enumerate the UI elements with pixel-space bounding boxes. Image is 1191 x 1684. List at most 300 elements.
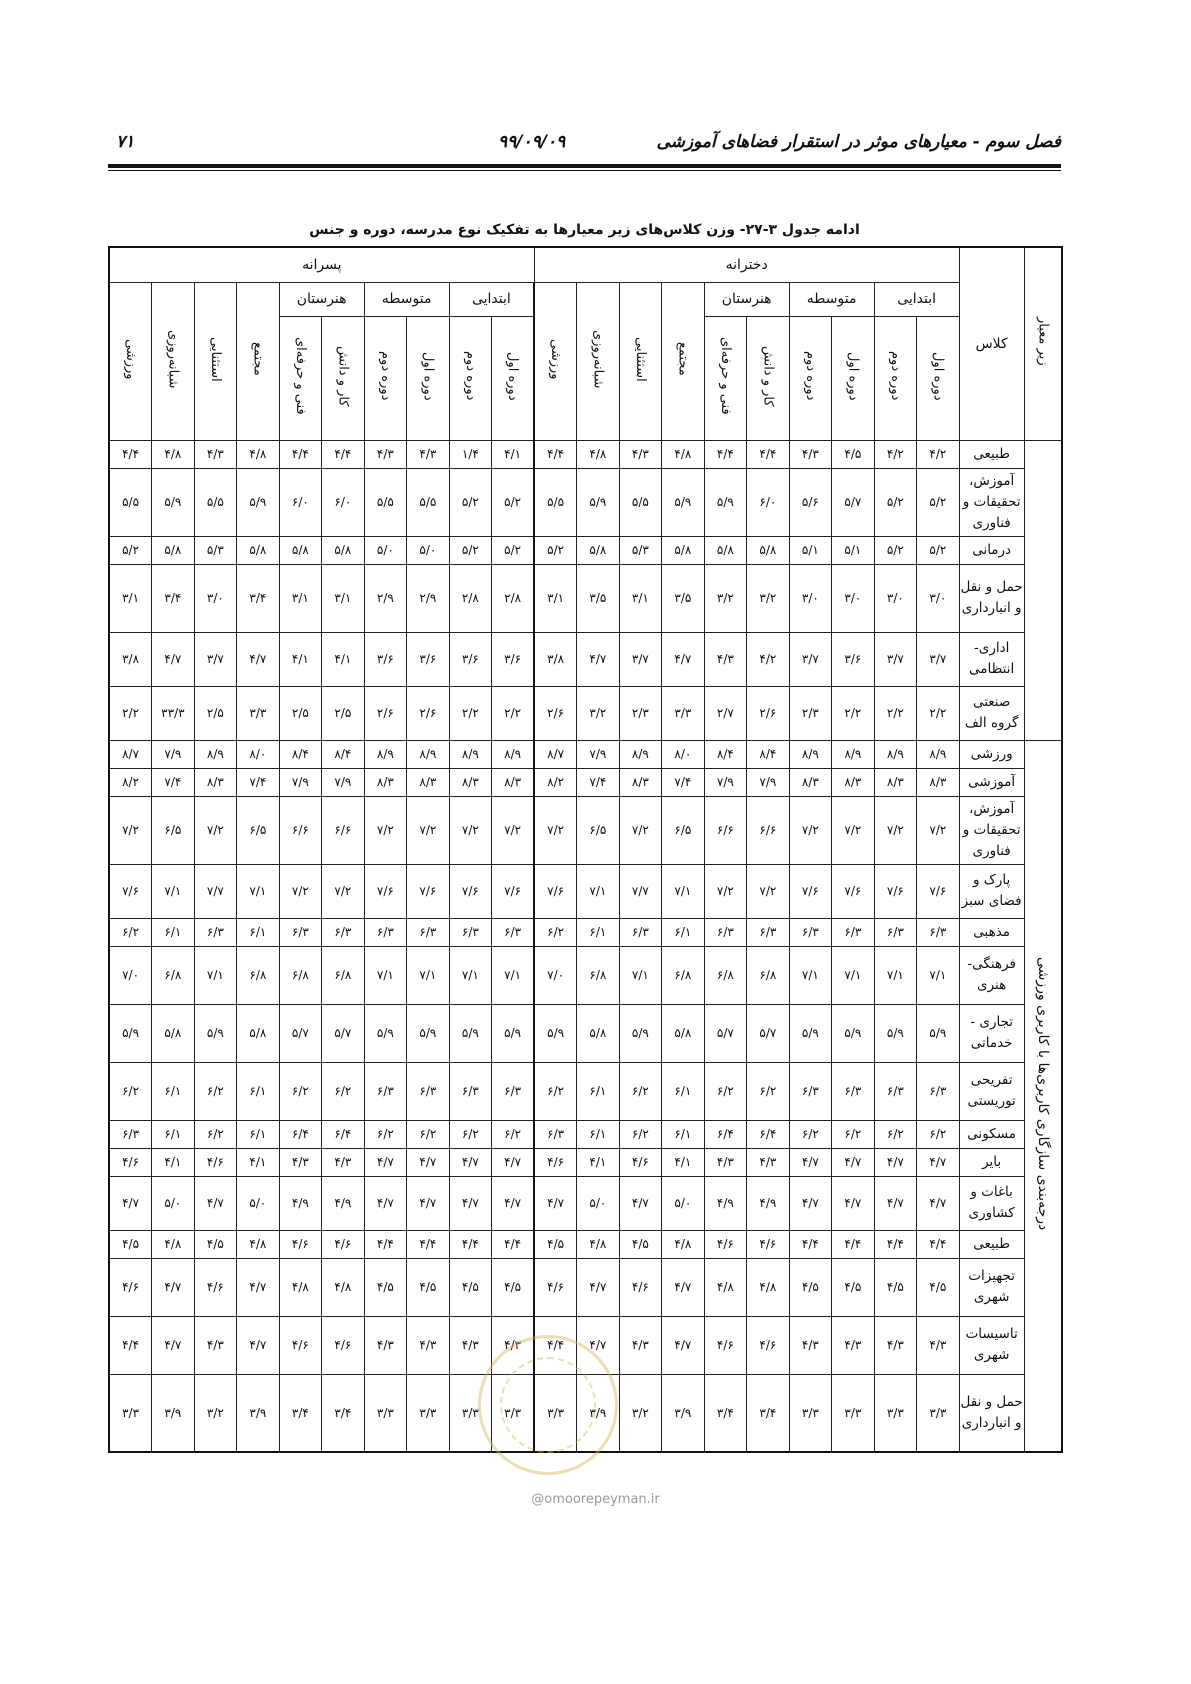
girls-value-cell: ۶/۳ [619,918,662,946]
girls-value-cell: ۶/۱ [577,1062,620,1120]
girls-value-cell: ۴/۶ [747,1316,790,1374]
girls-value-cell: ۴/۵ [874,1258,917,1316]
girls-value-cell: ۶/۴ [704,1120,747,1148]
boys-value-cell: ۸/۳ [492,768,535,796]
boys-value-cell: ۴/۳ [194,440,237,468]
girls-value-cell: ۴/۶ [619,1148,662,1176]
girls-value-cell: ۸/۴ [704,740,747,768]
girls-value-cell: ۷/۱ [917,946,960,1004]
table-row [109,1258,1062,1316]
girls-value-cell: ۷/۴ [662,768,705,796]
girls-value-cell: ۷/۹ [577,740,620,768]
girls-value-cell: ۶/۵ [662,796,705,864]
table-row [109,796,1062,864]
boys-value-cell: ۴/۶ [194,1148,237,1176]
boys-value-cell: ۷/۲ [407,796,450,864]
column-header: استثنایی [619,282,662,440]
boys-value-cell: ۳/۱ [279,564,322,632]
boys-value-cell: ۶/۱ [237,918,280,946]
girls-value-cell: ۷/۱ [577,864,620,918]
class-label: آموزش، تحقیقات و فناوری [959,796,1024,864]
boys-value-cell: ۴/۷ [492,1176,535,1230]
girls-value-cell: ۳/۲ [704,564,747,632]
girls-value-cell: ۴/۹ [747,1176,790,1230]
girls-value-cell: ۷/۶ [874,864,917,918]
girls-value-cell: ۵/۲ [534,536,577,564]
girls-value-cell: ۲/۲ [874,686,917,740]
girls-value-cell: ۵/۹ [789,1004,832,1062]
boys-value-cell: ۴/۷ [407,1176,450,1230]
boys-value-cell: ۶/۳ [407,1062,450,1120]
boys-value-cell: ۴/۶ [322,1316,365,1374]
girls-value-cell: ۵/۹ [874,1004,917,1062]
boys-value-cell: ۴/۸ [279,1258,322,1316]
boys-value-cell: ۵/۹ [449,1004,492,1062]
class-label: بایر [959,1148,1024,1176]
girls-value-cell: ۸/۹ [619,740,662,768]
girls-value-cell: ۸/۳ [917,768,960,796]
girls-value-cell: ۶/۲ [534,918,577,946]
girls-value-cell: ۴/۱ [577,1148,620,1176]
girls-value-cell: ۷/۱ [832,946,875,1004]
boys-value-cell: ۵/۲ [109,536,152,564]
table-row [109,686,1062,740]
boys-value-cell: ۲/۶ [364,686,407,740]
boys-value-cell: ۲/۸ [449,564,492,632]
girls-value-cell: ۶/۶ [747,796,790,864]
boys-value-cell: ۸/۳ [364,768,407,796]
girls-value-cell: ۷/۱ [789,946,832,1004]
boys-value-cell: ۶/۴ [279,1120,322,1148]
table-row [109,1148,1062,1176]
class-header: کلاس [959,247,1024,440]
girls-value-cell: ۴/۴ [534,1316,577,1374]
boys-value-cell: ۶/۲ [492,1120,535,1148]
boys-value-cell: ۳/۰ [194,564,237,632]
boys-value-cell: ۸/۴ [279,740,322,768]
girls-value-cell: ۶/۱ [662,1062,705,1120]
girls-value-cell: ۴/۴ [534,440,577,468]
boys-value-cell: ۴/۳ [364,440,407,468]
level-header: هنرستان [279,282,364,316]
girls-value-cell: ۴/۴ [704,440,747,468]
boys-value-cell: ۴/۷ [152,1316,195,1374]
girls-value-cell: ۴/۷ [832,1148,875,1176]
boys-value-cell: ۶/۱ [152,918,195,946]
girls-value-cell: ۵/۷ [747,1004,790,1062]
girls-value-cell: ۴/۳ [789,1316,832,1374]
table-row [109,1316,1062,1374]
girls-value-cell: ۳/۷ [789,632,832,686]
boys-value-cell: ۶/۱ [152,1120,195,1148]
boys-value-cell: ۴/۴ [322,440,365,468]
boys-value-cell: ۳/۳ [109,1374,152,1452]
boys-value-cell: ۶/۲ [407,1120,450,1148]
girls-value-cell: ۲/۳ [619,686,662,740]
boys-value-cell: ۶/۲ [194,1062,237,1120]
girls-value-cell: ۳/۰ [874,564,917,632]
girls-value-cell: ۴/۵ [619,1230,662,1258]
boys-value-cell: ۴/۷ [449,1176,492,1230]
class-label: تجهیزات شهری [959,1258,1024,1316]
girls-value-cell: ۳/۷ [619,632,662,686]
girls-value-cell: ۵/۵ [619,468,662,536]
boys-value-cell: ۴/۵ [194,1230,237,1258]
boys-value-cell: ۶/۳ [449,1062,492,1120]
boys-value-cell: ۵/۷ [322,1004,365,1062]
girls-value-cell: ۸/۳ [874,768,917,796]
girls-value-cell: ۵/۸ [747,536,790,564]
boys-value-cell: ۴/۳ [449,1316,492,1374]
girls-value-cell: ۶/۸ [747,946,790,1004]
boys-value-cell: ۸/۷ [109,740,152,768]
girls-header: دخترانه [534,247,959,282]
girls-value-cell: ۶/۳ [789,1062,832,1120]
boys-value-cell: ۴/۷ [407,1148,450,1176]
boys-value-cell: ۴/۷ [364,1176,407,1230]
girls-value-cell: ۵/۵ [534,468,577,536]
boys-value-cell: ۷/۹ [322,768,365,796]
boys-value-cell: ۴/۷ [364,1148,407,1176]
girls-value-cell: ۴/۶ [534,1258,577,1316]
boys-value-cell: ۴/۴ [407,1230,450,1258]
boys-value-cell: ۶/۳ [364,1062,407,1120]
girls-value-cell: ۵/۲ [874,536,917,564]
column-header: ورزشی [534,282,577,440]
girls-value-cell: ۴/۴ [789,1230,832,1258]
column-header: شبانه‌روزی [577,282,620,440]
table-caption: ادامه جدول ۳-۲۷- وزن کلاس‌های زیر معیارها به تفکیک نوع مدرسه، دوره و جنس [309,222,860,238]
boys-value-cell: ۵/۵ [364,468,407,536]
boys-value-cell: ۸/۳ [407,768,450,796]
class-label: صنعتی گروه الف [959,686,1024,740]
boys-value-cell: ۴/۷ [152,632,195,686]
girls-value-cell: ۲/۲ [917,686,960,740]
boys-value-cell: ۳/۴ [152,564,195,632]
girls-value-cell: ۳/۰ [832,564,875,632]
column-header: دوره دوم [364,316,407,440]
girls-value-cell: ۸/۹ [917,740,960,768]
boys-value-cell: ۷/۲ [364,796,407,864]
boys-value-cell: ۲/۵ [194,686,237,740]
boys-value-cell: ۸/۹ [492,740,535,768]
girls-value-cell: ۷/۴ [577,768,620,796]
boys-value-cell: ۴/۸ [152,1230,195,1258]
girls-value-cell: ۷/۲ [832,796,875,864]
column-header: دوره دوم [449,316,492,440]
girls-value-cell: ۴/۵ [917,1258,960,1316]
boys-value-cell: ۴/۴ [279,440,322,468]
boys-value-cell: ۴/۱ [152,1148,195,1176]
girls-value-cell: ۶/۳ [832,918,875,946]
girls-value-cell: ۶/۲ [789,1120,832,1148]
criteria-cell-2: درجه‌بندی سازگاری کاربری‌ها با کاربری ورزشی [1024,740,1062,1452]
criteria-cell-1 [1024,440,1062,740]
girls-value-cell: ۵/۸ [662,536,705,564]
column-header: شبانه‌روزی [152,282,195,440]
boys-value-cell: ۶/۲ [449,1120,492,1148]
boys-value-cell: ۴/۷ [152,1258,195,1316]
girls-value-cell: ۸/۴ [747,740,790,768]
boys-value-cell: ۳/۷ [194,632,237,686]
girls-value-cell: ۴/۵ [789,1258,832,1316]
girls-value-cell: ۳/۲ [619,1374,662,1452]
girls-value-cell: ۷/۲ [874,796,917,864]
boys-value-cell: ۶/۱ [237,1062,280,1120]
boys-value-cell: ۶/۸ [279,946,322,1004]
girls-value-cell: ۳/۱ [619,564,662,632]
boys-value-cell: ۴/۵ [109,1230,152,1258]
girls-value-cell: ۴/۷ [789,1148,832,1176]
boys-value-cell: ۴/۳ [279,1148,322,1176]
girls-value-cell: ۳/۵ [577,564,620,632]
girls-value-cell: ۷/۲ [704,864,747,918]
girls-value-cell: ۴/۷ [662,1316,705,1374]
girls-value-cell: ۶/۱ [577,918,620,946]
boys-value-cell: ۱/۴ [449,440,492,468]
boys-value-cell: ۴/۴ [449,1230,492,1258]
girls-value-cell: ۴/۲ [874,440,917,468]
table-row [109,918,1062,946]
boys-value-cell: ۷/۶ [449,864,492,918]
boys-value-cell: ۴/۷ [237,632,280,686]
girls-value-cell: ۳/۰ [789,564,832,632]
girls-value-cell: ۳/۳ [917,1374,960,1452]
boys-value-cell: ۷/۶ [109,864,152,918]
boys-value-cell: ۷/۶ [492,864,535,918]
girls-value-cell: ۴/۸ [577,440,620,468]
girls-value-cell: ۴/۳ [704,632,747,686]
girls-value-cell: ۸/۳ [619,768,662,796]
boys-value-cell: ۳/۳ [492,1374,535,1452]
column-header: دوره اول [917,316,960,440]
girls-value-cell: ۶/۰ [747,468,790,536]
boys-value-cell: ۵/۸ [237,1004,280,1062]
girls-value-cell: ۵/۹ [917,1004,960,1062]
girls-value-cell: ۴/۷ [917,1148,960,1176]
boys-value-cell: ۵/۹ [152,468,195,536]
class-label: طبیعی [959,440,1024,468]
girls-value-cell: ۵/۹ [534,1004,577,1062]
girls-value-cell: ۳/۱ [534,564,577,632]
girls-value-cell: ۴/۴ [917,1230,960,1258]
boys-value-cell: ۲/۲ [449,686,492,740]
boys-value-cell: ۴/۴ [109,1316,152,1374]
boys-value-cell: ۷/۱ [364,946,407,1004]
table-row [109,440,1062,468]
girls-value-cell: ۵/۸ [704,536,747,564]
boys-value-cell: ۶/۸ [237,946,280,1004]
girls-value-cell: ۴/۳ [747,1148,790,1176]
header-date: ۹۹/۰۹/۰۹ [498,132,566,152]
girls-value-cell: ۴/۶ [534,1148,577,1176]
girls-value-cell: ۴/۴ [874,1230,917,1258]
girls-value-cell: ۵/۹ [704,468,747,536]
boys-value-cell: ۷/۲ [322,864,365,918]
boys-value-cell: ۷/۴ [237,768,280,796]
boys-value-cell: ۳/۱ [322,564,365,632]
girls-value-cell: ۵/۸ [662,1004,705,1062]
boys-value-cell: ۶/۰ [322,468,365,536]
boys-value-cell: ۵/۹ [492,1004,535,1062]
boys-value-cell: ۴/۸ [237,1230,280,1258]
column-header: فنی و حرفه‌ای [279,316,322,440]
boys-value-cell: ۶/۲ [194,1120,237,1148]
header-rule-thin [108,170,1061,171]
girls-value-cell: ۵/۸ [577,1004,620,1062]
girls-value-cell: ۳/۷ [917,632,960,686]
boys-value-cell: ۲/۵ [279,686,322,740]
class-label: باغات و کشاوری [959,1176,1024,1230]
girls-value-cell: ۴/۸ [577,1230,620,1258]
girls-value-cell: ۴/۷ [662,632,705,686]
girls-value-cell: ۳/۲ [747,564,790,632]
girls-value-cell: ۴/۷ [789,1176,832,1230]
boys-value-cell: ۳/۴ [322,1374,365,1452]
girls-value-cell: ۵/۷ [704,1004,747,1062]
boys-value-cell: ۵/۸ [152,536,195,564]
girls-value-cell: ۶/۳ [747,918,790,946]
boys-value-cell: ۶/۳ [492,1062,535,1120]
level-header: هنرستان [704,282,789,316]
girls-value-cell: ۸/۰ [662,740,705,768]
boys-value-cell: ۴/۶ [279,1230,322,1258]
boys-value-cell: ۳/۹ [237,1374,280,1452]
girls-value-cell: ۸/۹ [832,740,875,768]
boys-value-cell: ۸/۴ [322,740,365,768]
girls-value-cell: ۵/۲ [917,536,960,564]
boys-value-cell: ۳۳/۳ [152,686,195,740]
boys-value-cell: ۵/۹ [407,1004,450,1062]
girls-value-cell: ۶/۲ [619,1062,662,1120]
column-header: کار و دانش [322,316,365,440]
girls-value-cell: ۵/۹ [832,1004,875,1062]
boys-value-cell: ۴/۵ [407,1258,450,1316]
boys-value-cell: ۴/۶ [194,1258,237,1316]
boys-value-cell: ۳/۶ [449,632,492,686]
boys-value-cell: ۵/۵ [407,468,450,536]
level-header: ابتدایی [874,282,959,316]
boys-value-cell: ۶/۱ [237,1120,280,1148]
class-label: حمل و نقل و انبارداری [959,1374,1024,1452]
boys-value-cell: ۴/۷ [449,1148,492,1176]
boys-value-cell: ۳/۶ [492,632,535,686]
girls-value-cell: ۷/۹ [704,768,747,796]
girls-value-cell: ۳/۵ [662,564,705,632]
boys-value-cell: ۶/۳ [109,1120,152,1148]
boys-value-cell: ۵/۰ [237,1176,280,1230]
boys-value-cell: ۷/۶ [407,864,450,918]
column-header: دوره اول [407,316,450,440]
girls-value-cell: ۴/۵ [534,1230,577,1258]
girls-value-cell: ۸/۳ [789,768,832,796]
boys-value-cell: ۴/۵ [449,1258,492,1316]
boys-value-cell: ۶/۱ [152,1062,195,1120]
boys-value-cell: ۳/۶ [407,632,450,686]
boys-header: پسرانه [109,247,534,282]
girls-value-cell: ۴/۳ [619,440,662,468]
boys-value-cell: ۷/۶ [364,864,407,918]
girls-value-cell: ۳/۴ [747,1374,790,1452]
boys-value-cell: ۵/۳ [194,536,237,564]
boys-value-cell: ۶/۵ [237,796,280,864]
boys-value-cell: ۷/۷ [194,864,237,918]
table-row [109,768,1062,796]
girls-value-cell: ۷/۱ [619,946,662,1004]
boys-value-cell: ۶/۵ [152,796,195,864]
girls-value-cell: ۴/۷ [662,1258,705,1316]
girls-value-cell: ۷/۲ [534,796,577,864]
boys-value-cell: ۳/۳ [449,1374,492,1452]
boys-value-cell: ۲/۲ [109,686,152,740]
girls-value-cell: ۴/۶ [619,1258,662,1316]
girls-value-cell: ۶/۶ [704,796,747,864]
boys-value-cell: ۷/۲ [194,796,237,864]
criteria-header: زیر معیار [1024,247,1062,440]
boys-value-cell: ۴/۳ [407,1316,450,1374]
boys-value-cell: ۸/۹ [364,740,407,768]
girls-value-cell: ۷/۶ [534,864,577,918]
girls-value-cell: ۴/۳ [832,1316,875,1374]
boys-value-cell: ۷/۴ [152,768,195,796]
girls-value-cell: ۲/۳ [789,686,832,740]
girls-value-cell: ۶/۲ [704,1062,747,1120]
girls-value-cell: ۷/۲ [619,796,662,864]
class-label: درمانی [959,536,1024,564]
girls-value-cell: ۵/۹ [662,468,705,536]
boys-value-cell: ۶/۸ [152,946,195,1004]
boys-value-cell: ۸/۳ [194,768,237,796]
boys-value-cell: ۲/۸ [492,564,535,632]
boys-value-cell: ۴/۴ [492,1230,535,1258]
column-header: فنی و حرفه‌ای [704,316,747,440]
girls-value-cell: ۷/۰ [534,946,577,1004]
girls-value-cell: ۶/۸ [662,946,705,1004]
class-label: تفریحی توریستی [959,1062,1024,1120]
girls-value-cell: ۷/۲ [747,864,790,918]
class-label: طبیعی [959,1230,1024,1258]
girls-value-cell: ۵/۹ [619,1004,662,1062]
boys-value-cell: ۸/۹ [194,740,237,768]
girls-value-cell: ۸/۹ [789,740,832,768]
girls-value-cell: ۷/۲ [917,796,960,864]
girls-value-cell: ۴/۱ [662,1148,705,1176]
class-label: تاسیسات شهری [959,1316,1024,1374]
girls-value-cell: ۶/۴ [747,1120,790,1148]
girls-value-cell: ۸/۷ [534,740,577,768]
boys-value-cell: ۳/۴ [237,564,280,632]
class-label: اداری- انتظامی [959,632,1024,686]
column-header: مجتمع [237,282,280,440]
boys-value-cell: ۳/۳ [237,686,280,740]
boys-value-cell: ۶/۲ [322,1062,365,1120]
girls-value-cell: ۴/۷ [832,1176,875,1230]
boys-value-cell: ۴/۳ [322,1148,365,1176]
girls-value-cell: ۶/۸ [577,946,620,1004]
girls-value-cell: ۳/۳ [662,686,705,740]
boys-value-cell: ۷/۲ [279,864,322,918]
girls-value-cell: ۶/۳ [704,918,747,946]
boys-value-cell: ۴/۷ [194,1176,237,1230]
boys-value-cell: ۴/۹ [322,1176,365,1230]
boys-value-cell: ۴/۱ [279,632,322,686]
girls-value-cell: ۳/۹ [577,1374,620,1452]
girls-value-cell: ۴/۴ [832,1230,875,1258]
boys-value-cell: ۵/۲ [449,536,492,564]
girls-value-cell: ۴/۵ [832,1258,875,1316]
girls-value-cell: ۷/۱ [874,946,917,1004]
girls-value-cell: ۷/۲ [789,796,832,864]
